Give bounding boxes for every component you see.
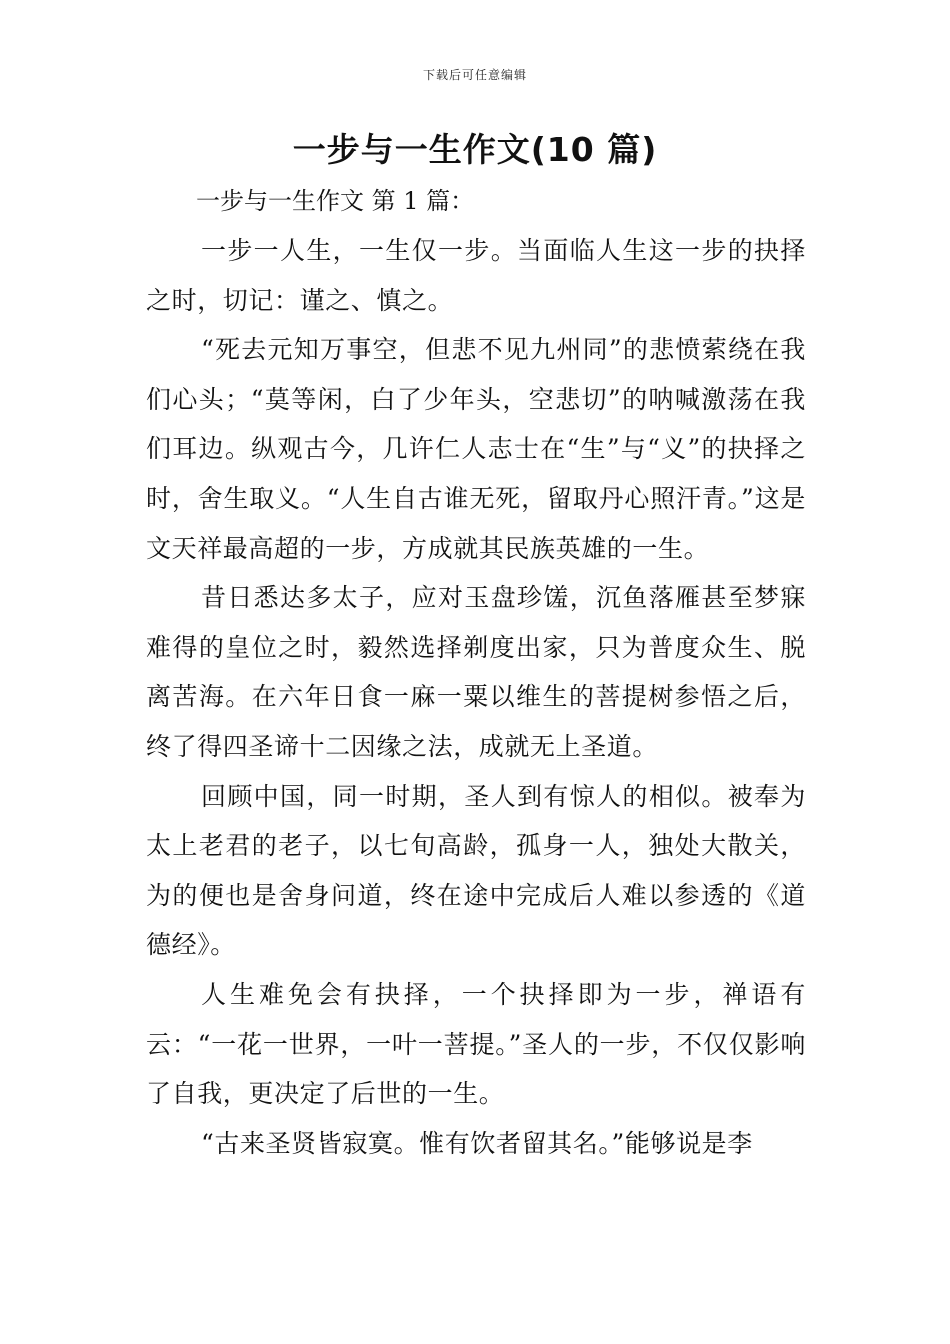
paragraph: “死去元知万事空，但悲不见九州同”的悲愤萦绕在我们心头；“莫等闲，白了少年头，空悲切”的呐喊激荡在我们耳边。纵观古今，几许仁人志士在“生”与“义”的抉择之时，舍生取义。“人生自古谁无死，留取丹心照汗青。”这是文天祥最高超的一步，方成就其民族英雄的一生。 bbox=[146, 335, 806, 563]
paragraph: 回顾中国，同一时期，圣人到有惊人的相似。被奉为太上老君的老子，以七旬高龄，孤身一人，独处大散关，为的便也是舍身问道，终在途中完成后人难以参透的《道德经》。 bbox=[146, 781, 806, 960]
document-subtitle: 一步与一生作文 第 1 篇： bbox=[196, 187, 475, 215]
document-body bbox=[146, 226, 806, 1168]
paragraph: 人生难免会有抉择，一个抉择即为一步，禅语有云：“一花一世界，一叶一菩提。”圣人的一步，不仅仅影响了自我，更决定了后世的一生。 bbox=[146, 979, 806, 1109]
page-header-note: 下载后可任意编辑 bbox=[422, 68, 527, 82]
paragraph: “古来圣贤皆寂寞。惟有饮者留其名。”能够说是李 bbox=[201, 1128, 753, 1158]
document-title: 一步与一生作文(10 篇) bbox=[292, 130, 658, 169]
paragraph: 昔日悉达多太子，应对玉盘珍馐，沉鱼落雁甚至梦寐难得的皇位之时，毅然选择剃度出家，只为普度众生、脱离苦海。在六年日食一麻一粟以维生的菩提树参悟之后，终了得四圣谛十二因缘之法，成就无上圣道。 bbox=[146, 583, 806, 761]
paragraph: 一步一人生，一生仅一步。当面临人生这一步的抉择之时，切记：谨之、慎之。 bbox=[146, 236, 806, 315]
